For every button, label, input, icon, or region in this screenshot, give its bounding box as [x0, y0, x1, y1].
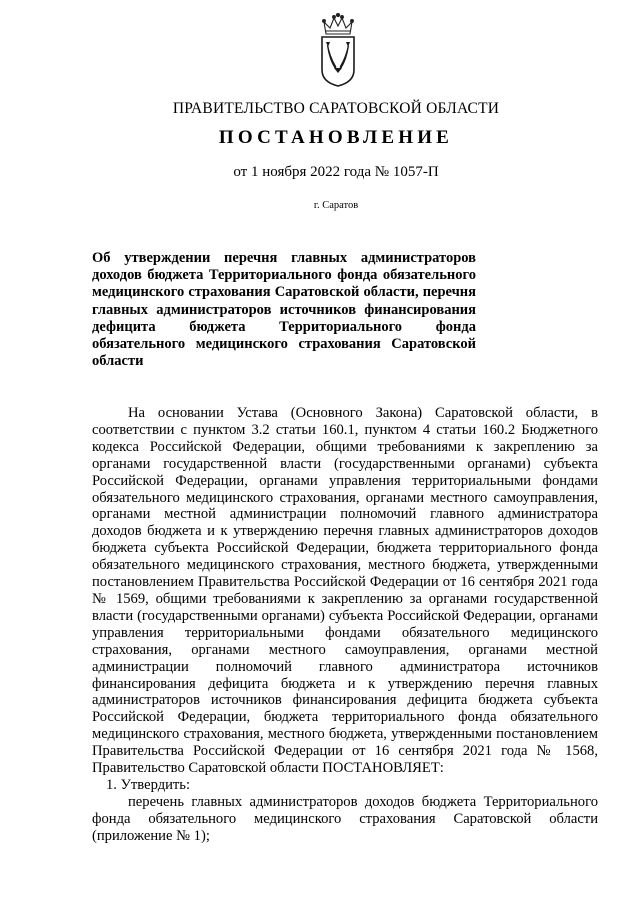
document-body [92, 405, 598, 845]
preamble-paragraph: На основании Устава (Основного Закона) Саратовской области, в соответствии с пунктом 3.2 статьи 160.1, пунктом 4 статьи 160.2 Бюджетного кодекса Российской Федерации, общими требованиями к закреплению за органами государственной власти (государственными органами) субъекта Российской Федерации, органами управления территориальными фондами обязательного медицинского страхования, органами местного самоуправления, органами местной администрации полномочий главного администратора доходов бюджета и к утверждению перечня главных администраторов доходов бюджета субъекта Российской Федерации, бюджета территориального фонда обязательного медицинского страхования, местного бюджета, утвержденными постановлением Правительства Российской Федерации от 16 сентября 2021 года № 1569, общими требованиями к закреплению за органами государственной власти (государственными органами) субъекта Российской Федерации, органами управления территориальными фондами обязательного медицинского страхования, органами местного самоуправления, органами местной администрации полномочий главного администратора источников финансирования дефицита бюджета и к утверждению перечня главных администраторов источников финансирования дефицита бюджета субъекта Российской Федерации, бюджета территориального фонда обязательного медицинского страхования, местного бюджета, утвержденными постановлением Правительства Российской Федерации от 16 сентября 2021 года № 1568, Правительство Саратовской области ПОСТАНОВЛЯЕТ: [92, 405, 598, 777]
document-type-title: ПОСТАНОВЛЕНИЕ [218, 127, 454, 148]
item-1-text: перечень главных администраторов доходов бюджета Территориального фонда обязательного медицинского страхования Саратовской области (приложение № 1); [92, 793, 598, 844]
document-heading: Об утверждении перечня главных администраторов доходов бюджета Территориального фонда обязательного медицинского страхования Саратовской области, перечня главных администраторов источников финансирования дефицита бюджета Территориального фонда обязательного медицинского страхования Саратовской области [92, 250, 476, 370]
item-1-heading: 1. Утвердить: [106, 776, 191, 793]
government-title: ПРАВИТЕЛЬСТВО САРАТОВСКОЙ ОБЛАСТИ [172, 100, 500, 117]
saratov-coat-of-arms-icon [318, 12, 358, 88]
document-city: г. Саратов [313, 200, 359, 211]
document-date-number: от 1 ноября 2022 года № 1057-П [233, 164, 439, 180]
